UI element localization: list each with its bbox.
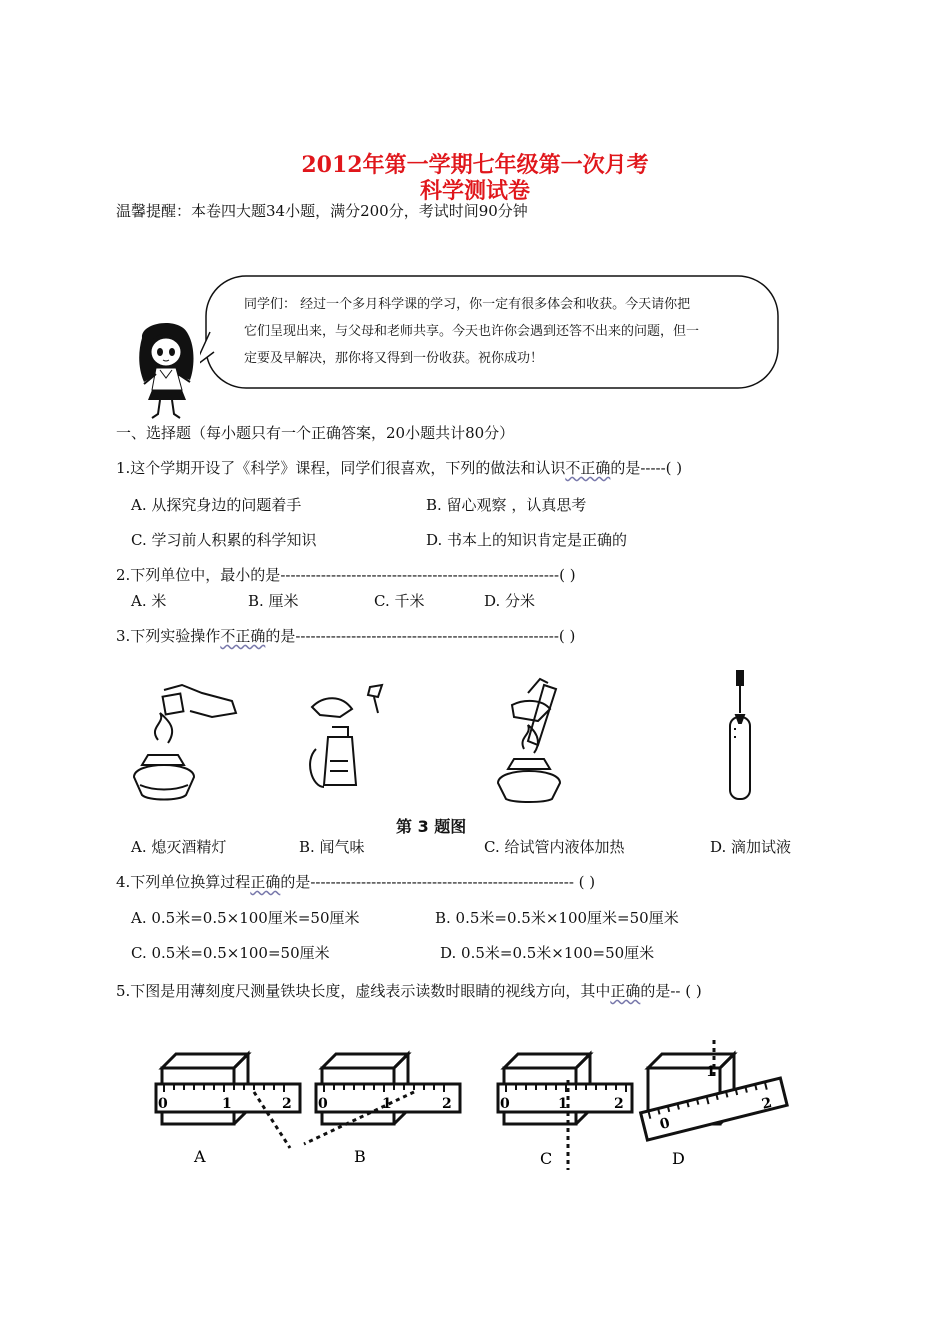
ruler-c-tick-0: 0 [500,1096,510,1112]
ruler-a-tick-1: 1 [222,1096,232,1112]
q1-stem-a: 1.这个学期开设了《科学》课程，同学们很喜欢，下列的做法和认识 [116,459,566,477]
q3-stem-a: 3.下列实验操作 [116,627,221,645]
q4-option-a: A. 0.5米=0.5×100厘米=50厘米 [131,909,360,927]
ruler-label-a: A [194,1147,206,1166]
q1-option-d: D. 书本上的知识肯定是正确的 [426,531,628,549]
ruler-label-b: B [354,1147,366,1166]
alcohol-lamp-icon [134,685,236,800]
title-line2: 科学测试卷 [419,178,530,204]
ruler-d-tick-0: 0 [658,1115,672,1133]
ruler-a-tick-2: 2 [282,1096,292,1112]
ruler-label-d: D [672,1149,685,1168]
title-line1: 2012年第一学期七年级第一次月考 [301,152,649,178]
speech-line1: 同学们： 经过一个多月科学课的学习，你一定有很多体会和收获。今天请你把 [244,297,691,312]
smell-bottle-icon [310,685,382,787]
section1-heading: 一、选择题（每小题只有一个正确答案，20小题共计80分） [116,424,515,442]
ruler-c [498,1054,632,1170]
ruler-c-tick-2: 2 [614,1096,624,1112]
speech-line2: 它们呈现出来，与父母和老师共享。今天也许你会遇到还答不出来的问题，但一 [244,324,700,339]
q4-stem [116,875,595,890]
q2-stem: 2.下列单位中，最小的是-------------------------------------------------------( ) [116,566,576,584]
ruler-a-tick-0: 0 [158,1096,168,1112]
q3-option-d: D. 滴加试液 [710,838,792,856]
q5-stem-mark: 正确 [610,982,641,1000]
q1-option-a: A. 从探究身边的问题着手 [131,496,302,514]
q3-option-b: B. 闻气味 [299,838,365,856]
q4-stem-b: 的是---------------------------------------------------- ( ) [280,873,596,891]
q1-option-c: C. 学习前人积累的科学知识 [131,531,317,549]
q1-stem-mark: 不正确 [565,459,611,477]
q3-fig-caption: 第 3 题图 [396,817,467,836]
heat-tube-icon [498,679,560,802]
ruler-label-c: C [540,1149,553,1168]
q3-option-c: C. 给试管内液体加热 [484,838,625,856]
q2-option-a: A. 米 [131,592,167,610]
q4-option-c: C. 0.5米=0.5×100=50厘米 [131,944,330,962]
q2-option-c: C. 千米 [374,592,425,610]
cartoon-girl-icon [130,318,202,420]
reminder-text: 温馨提醒：本卷四大题34小题，满分200分，考试时间90分钟 [116,202,528,220]
dropper-tube-icon [730,671,750,799]
ruler-d-tick-1: 1 [706,1064,716,1080]
q5-stem [116,984,702,999]
q4-stem-a: 4.下列单位换算过程 [116,873,251,891]
q3-stem [116,629,575,644]
ruler-b-tick-2: 2 [442,1096,452,1112]
q1-stem [116,461,682,476]
q3-option-a: A. 熄灭酒精灯 [131,838,227,856]
q2-option-b: B. 厘米 [248,592,299,610]
speech-line3: 定要及早解决，那你将又得到一份收获。祝你成功！ [244,351,544,366]
ruler-b-tick-1: 1 [382,1096,392,1112]
q1-option-b: B. 留心观察 ，认真思考 [426,496,587,514]
q4-stem-mark: 正确 [250,873,281,891]
ruler-d-tick-2: 2 [760,1094,774,1113]
ruler-b-tick-0: 0 [318,1096,328,1112]
q5-stem-b: 的是-- ( ) [640,982,702,1000]
q5-stem-a: 5.下图是用薄刻度尺测量铁块长度，虚线表示读数时眼睛的视线方向，其中 [116,982,611,1000]
q4-option-b: B. 0.5米=0.5米×100厘米=50厘米 [435,909,679,927]
ruler-c-tick-1: 1 [558,1096,568,1112]
q3-figure [120,665,770,810]
q3-stem-mark: 不正确 [220,627,266,645]
q5-figure [150,1040,790,1175]
q1-stem-b: 的是-----( ) [610,459,683,477]
q2-option-d: D. 分米 [484,592,536,610]
q3-stem-b: 的是----------------------------------------------------( ) [265,627,576,645]
q4-option-d: D. 0.5米=0.5米×100=50厘米 [440,944,655,962]
